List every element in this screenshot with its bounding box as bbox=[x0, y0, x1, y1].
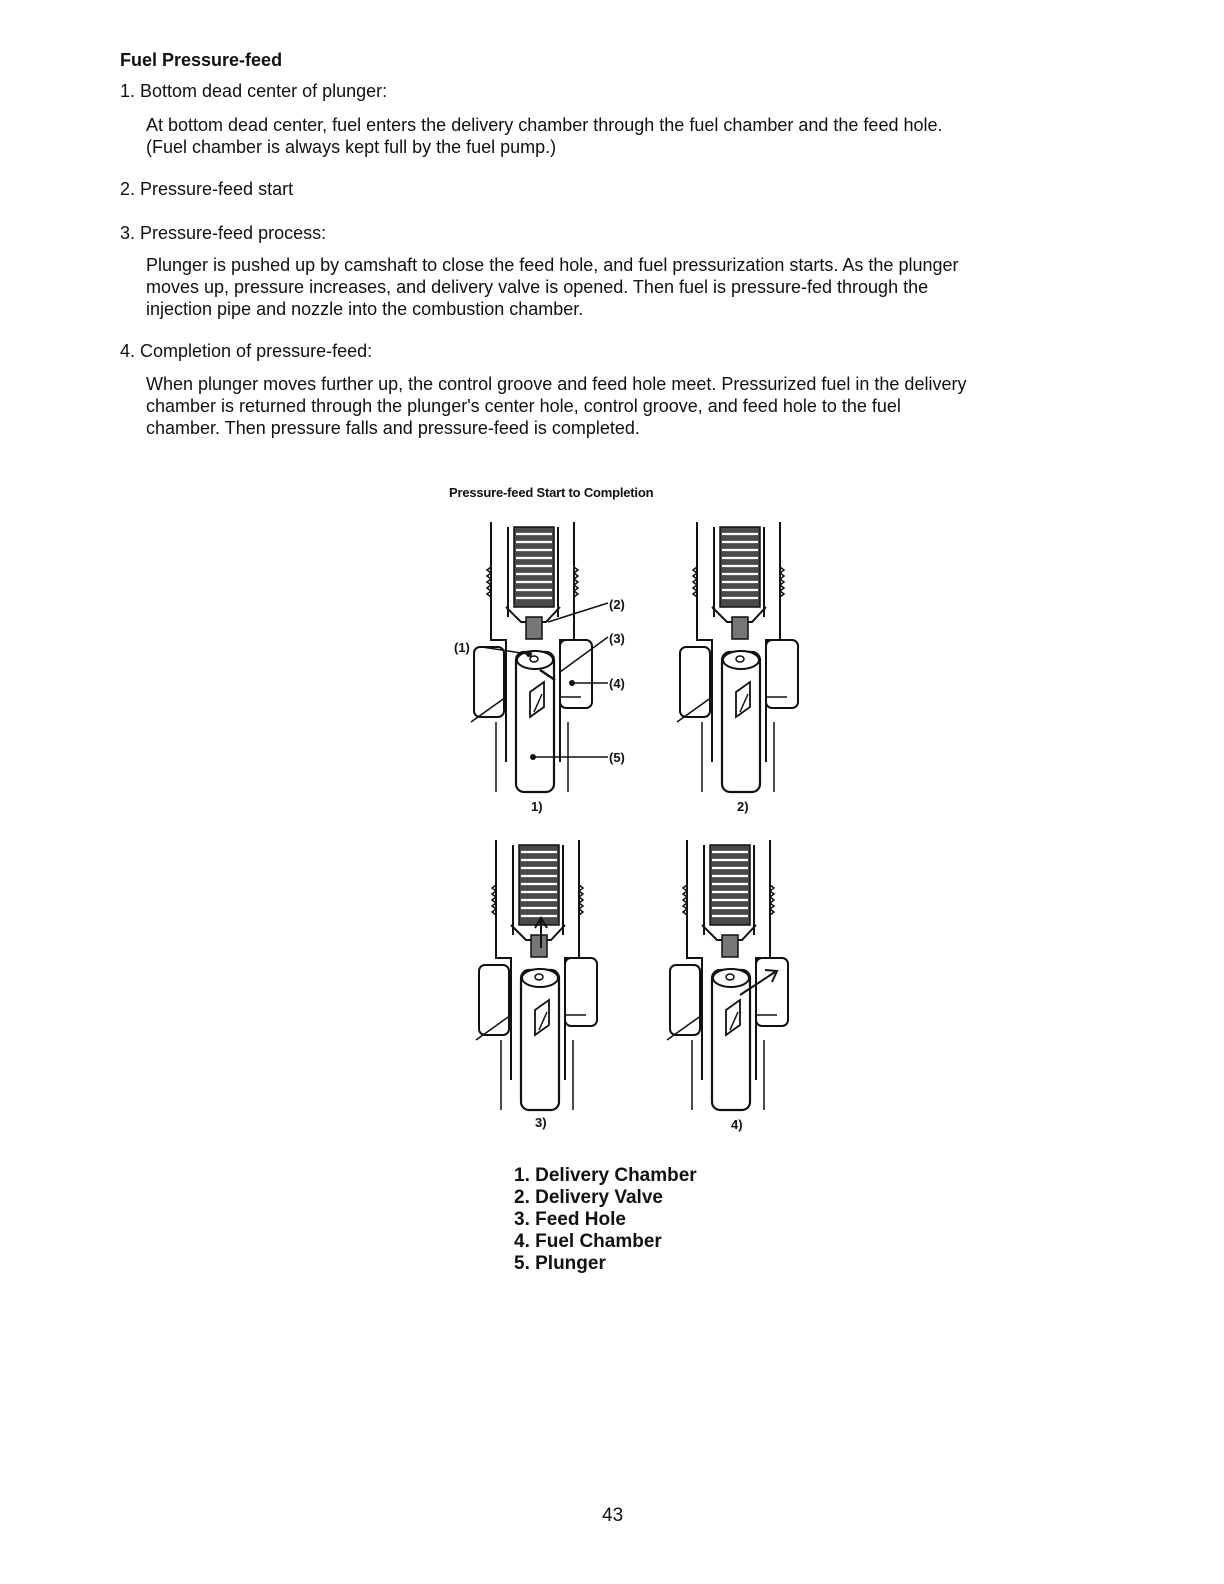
legend-item: 1. Delivery Chamber bbox=[514, 1165, 697, 1186]
legend-item: 5. Plunger bbox=[514, 1253, 606, 1274]
panel-4-drawing bbox=[667, 840, 788, 1110]
section-title: Fuel Pressure-feed bbox=[120, 50, 283, 70]
callout-2: (2) bbox=[609, 597, 625, 612]
panel-1-drawing bbox=[471, 522, 608, 792]
callout-4: (4) bbox=[609, 676, 625, 691]
callout-5: (5) bbox=[609, 750, 625, 765]
panel-label-4: 4) bbox=[731, 1117, 743, 1132]
panel-label-1: 1) bbox=[531, 799, 543, 814]
step-4-body: When plunger moves further up, the control groove and feed hole meet. Pressurized fuel in the delivery chamber is returned through the plunger's center hole, control groove, and feed hole to the fuel chamber. Then pressure falls and pressure-feed is completed. bbox=[146, 374, 967, 438]
step-1-label: 1. Bottom dead center of plunger: bbox=[120, 81, 388, 101]
step-2-label: 2. Pressure-feed start bbox=[120, 179, 294, 199]
step-3-body: Plunger is pushed up by camshaft to close the feed hole, and fuel pressurization starts. As the plunger moves up, pressure increases, and delivery valve is opened. Then fuel is pressure-fed through the injection pipe and nozzle into the combustion chamber. bbox=[146, 255, 959, 319]
legend-item: 2. Delivery Valve bbox=[514, 1187, 663, 1208]
page-number: 43 bbox=[602, 1505, 624, 1526]
legend-item: 4. Fuel Chamber bbox=[514, 1231, 662, 1252]
figure-legend bbox=[514, 1165, 697, 1275]
step-3-label: 3. Pressure-feed process: bbox=[120, 223, 327, 243]
panel-2-drawing bbox=[677, 522, 798, 792]
callout-1: (1) bbox=[454, 640, 470, 655]
panel-3-drawing bbox=[476, 840, 597, 1110]
callout-3: (3) bbox=[609, 631, 625, 646]
step-4-label: 4. Completion of pressure-feed: bbox=[120, 341, 373, 361]
legend-item: 3. Feed Hole bbox=[514, 1209, 626, 1230]
step-1-body: At bottom dead center, fuel enters the delivery chamber through the fuel chamber and the feed hole. (Fuel chamber is always kept full by the fuel pump.) bbox=[146, 115, 943, 157]
figure-caption: Pressure-feed Start to Completion bbox=[449, 485, 654, 500]
panel-label-3: 3) bbox=[535, 1115, 547, 1130]
panel-label-2: 2) bbox=[737, 799, 749, 814]
